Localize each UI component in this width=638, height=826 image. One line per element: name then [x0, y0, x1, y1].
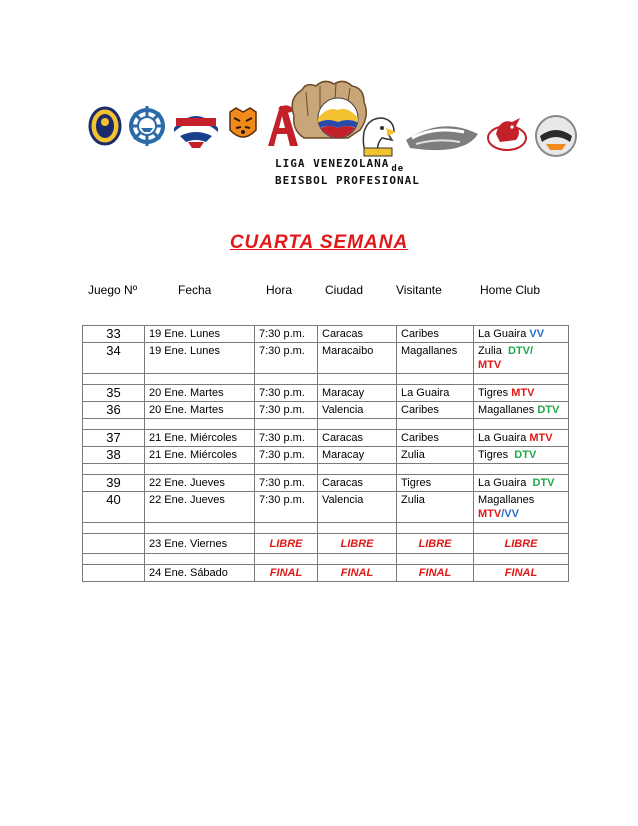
table-row — [83, 402, 569, 419]
league-logo-strip — [88, 76, 578, 192]
home-team: Tigres — [478, 387, 509, 399]
tv-channel: DTV — [537, 404, 560, 416]
home-team: La Guaira — [478, 477, 527, 489]
game-city: Maracaibo — [318, 343, 397, 374]
tv-channel: DTV/ — [507, 345, 534, 357]
game-time: 7:30 p.m. — [255, 447, 318, 464]
spacer-row — [83, 523, 569, 534]
game-time: 7:30 p.m. — [255, 402, 318, 419]
game-date: 21 Ene. Miércoles — [145, 447, 255, 464]
game-city: Caracas — [318, 326, 397, 343]
game-city: Maracay — [318, 447, 397, 464]
game-home — [474, 447, 569, 464]
tv-channel: DTV — [532, 477, 555, 489]
final-label: FINAL — [474, 565, 569, 582]
game-number: 36 — [83, 402, 145, 419]
libre-label: LIBRE — [474, 534, 569, 554]
league-name — [275, 158, 420, 187]
spacer-row — [83, 554, 569, 565]
leones-logo — [88, 106, 122, 146]
tigres-logo — [226, 106, 260, 144]
game-visitor: Tigres — [397, 475, 474, 492]
game-time: 7:30 p.m. — [255, 475, 318, 492]
game-home — [474, 402, 569, 419]
header-juego: Juego Nº — [88, 283, 138, 297]
game-home — [474, 430, 569, 447]
libre-label: LIBRE — [318, 534, 397, 554]
game-number: 37 — [83, 430, 145, 447]
tv-channel-2: VV — [504, 508, 519, 520]
game-date: 19 Ene. Lunes — [145, 326, 255, 343]
tv-channel: MTV — [529, 432, 553, 444]
game-number: 39 — [83, 475, 145, 492]
game-number — [83, 534, 145, 554]
game-home — [474, 385, 569, 402]
game-time: 7:30 p.m. — [255, 326, 318, 343]
tv-channel: MTV — [511, 387, 535, 399]
game-city: Valencia — [318, 492, 397, 523]
final-label: FINAL — [318, 565, 397, 582]
tv-channel: DTV — [514, 449, 537, 461]
table-row — [83, 343, 569, 374]
page-title: CUARTA SEMANA — [229, 232, 409, 253]
table-row — [83, 326, 569, 343]
spacer-row — [83, 374, 569, 385]
home-team: Magallanes — [478, 404, 535, 416]
final-label: FINAL — [255, 565, 318, 582]
navegantes-logo — [128, 104, 166, 148]
table-row — [83, 447, 569, 464]
table-row — [83, 430, 569, 447]
game-date: 20 Ene. Martes — [145, 385, 255, 402]
game-number: 40 — [83, 492, 145, 523]
game-time: 7:30 p.m. — [255, 430, 318, 447]
table-row — [83, 492, 569, 523]
league-name-line1: LIGA VENEZOLANA — [275, 157, 390, 170]
game-date: 22 Ene. Jueves — [145, 492, 255, 523]
game-date: 21 Ene. Miércoles — [145, 430, 255, 447]
game-number — [83, 565, 145, 582]
caribes-logo — [534, 114, 578, 158]
game-city: Maracay — [318, 385, 397, 402]
game-home — [474, 326, 569, 343]
game-visitor: Caribes — [397, 430, 474, 447]
game-visitor: Zulia — [397, 492, 474, 523]
home-team: Magallanes — [478, 494, 535, 506]
game-home — [474, 343, 569, 374]
table-row-final — [83, 565, 569, 582]
table-row-libre — [83, 534, 569, 554]
spacer-row — [83, 419, 569, 430]
game-visitor: Zulia — [397, 447, 474, 464]
game-visitor: Magallanes — [397, 343, 474, 374]
table-row — [83, 385, 569, 402]
league-name-line2: BEISBOL PROFESIONAL — [275, 174, 420, 187]
game-date: 19 Ene. Lunes — [145, 343, 255, 374]
game-date: 20 Ene. Martes — [145, 402, 255, 419]
game-time: 7:30 p.m. — [255, 343, 318, 374]
game-number: 35 — [83, 385, 145, 402]
game-date: 22 Ene. Jueves — [145, 475, 255, 492]
header-hora: Hora — [266, 283, 293, 297]
margarita-logo — [404, 120, 480, 156]
game-visitor: Caribes — [397, 326, 474, 343]
home-team: Tigres — [478, 449, 509, 461]
home-team: Zulia — [478, 345, 502, 357]
schedule-table — [82, 325, 569, 582]
spacer-row — [83, 464, 569, 475]
tv-channel-2: MTV — [478, 359, 502, 371]
game-city: Caracas — [318, 475, 397, 492]
game-number: 33 — [83, 326, 145, 343]
game-date: 24 Ene. Sábado — [145, 565, 255, 582]
game-home — [474, 475, 569, 492]
header-fecha: Fecha — [178, 283, 212, 297]
game-visitor: Caribes — [397, 402, 474, 419]
game-number: 34 — [83, 343, 145, 374]
aguilas-logo — [358, 114, 398, 158]
final-label: FINAL — [397, 565, 474, 582]
game-city: Caracas — [318, 430, 397, 447]
game-time: 7:30 p.m. — [255, 385, 318, 402]
game-city: Valencia — [318, 402, 397, 419]
game-number: 38 — [83, 447, 145, 464]
header-home: Home Club — [480, 283, 541, 297]
cardenales-logo — [486, 114, 528, 154]
home-team: La Guaira — [478, 432, 527, 444]
header-ciudad: Ciudad — [325, 283, 364, 297]
libre-label: LIBRE — [397, 534, 474, 554]
header-visitante: Visitante — [396, 283, 442, 297]
tv-channel: VV — [529, 328, 545, 340]
libre-label: LIBRE — [255, 534, 318, 554]
tv-separator: / — [501, 508, 505, 520]
home-team: La Guaira — [478, 328, 527, 340]
league-name-de: de — [391, 164, 405, 174]
tv-channel: MTV — [478, 508, 502, 520]
game-date: 23 Ene. Viernes — [145, 534, 255, 554]
game-visitor: La Guaira — [397, 385, 474, 402]
table-row — [83, 475, 569, 492]
game-home — [474, 492, 569, 523]
tiburones-logo — [170, 102, 222, 150]
game-time: 7:30 p.m. — [255, 492, 318, 523]
column-headers — [0, 283, 638, 299]
